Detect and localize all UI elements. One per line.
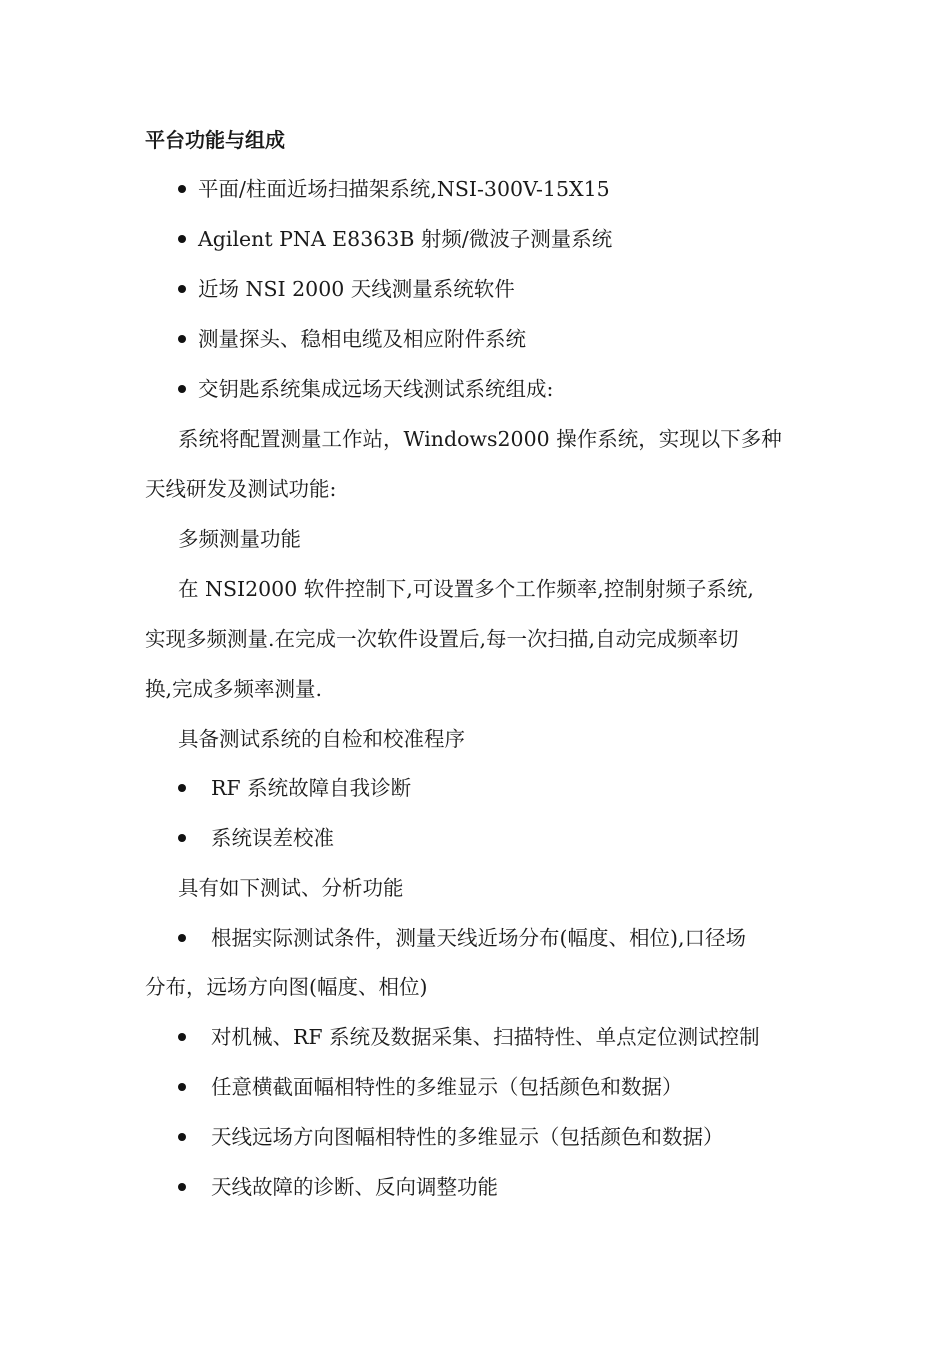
- paragraph-line: 系统将配置测量工作站，Windows2000 操作系统，实现以下多种: [178, 427, 782, 451]
- list-item-text: 测量探头、稳相电缆及相应附件系统: [198, 327, 526, 351]
- bullet-icon: [178, 185, 186, 193]
- list-item-text: 系统误差校准: [211, 826, 334, 850]
- list-item-text: 平面/柱面近场扫描架系统,NSI-300V-15X15: [198, 177, 610, 201]
- subheading: 多频测量功能: [178, 527, 301, 551]
- list-item-text: RF 系统故障自我诊断: [211, 776, 412, 800]
- list-item-text: Agilent PNA E8363B 射频/微波子测量系统: [198, 227, 613, 251]
- list-item-text: 根据实际测试条件，测量天线近场分布(幅度、相位),口径场: [211, 926, 747, 950]
- bullet-icon: [178, 235, 186, 243]
- paragraph-line: 天线研发及测试功能:: [145, 477, 337, 501]
- list-item-text: 任意横截面幅相特性的多维显示（包括颜色和数据）: [211, 1075, 683, 1099]
- bullet-icon: [178, 1083, 186, 1091]
- bullet-icon: [178, 1183, 186, 1191]
- subheading: 具备测试系统的自检和校准程序: [178, 727, 465, 751]
- bullet-icon: [178, 385, 186, 393]
- list-item-text: 交钥匙系统集成远场天线测试系统组成:: [198, 377, 554, 401]
- bullet-icon: [178, 834, 186, 842]
- paragraph-line: 换,完成多频率测量.: [145, 677, 323, 701]
- subheading: 具有如下测试、分析功能: [178, 876, 404, 900]
- bullet-icon: [178, 335, 186, 343]
- paragraph-line: 实现多频测量.在完成一次软件设置后,每一次扫描,自动完成频率切: [145, 627, 739, 651]
- paragraph-line: 在 NSI2000 软件控制下,可设置多个工作频率,控制射频子系统,: [178, 577, 754, 601]
- list-item-text: 对机械、RF 系统及数据采集、扫描特性、单点定位测试控制: [211, 1025, 760, 1049]
- list-item-continuation: 分布，远场方向图(幅度、相位): [145, 975, 428, 999]
- bullet-icon: [178, 1033, 186, 1041]
- list-item-text: 天线故障的诊断、反向调整功能: [211, 1175, 498, 1199]
- bullet-icon: [178, 285, 186, 293]
- bullet-icon: [178, 784, 186, 792]
- list-item-text: 近场 NSI 2000 天线测量系统软件: [198, 277, 515, 301]
- list-item-text: 天线远场方向图幅相特性的多维显示（包括颜色和数据）: [211, 1125, 724, 1149]
- section-heading: 平台功能与组成: [145, 128, 285, 152]
- bullet-icon: [178, 934, 186, 942]
- bullet-icon: [178, 1133, 186, 1141]
